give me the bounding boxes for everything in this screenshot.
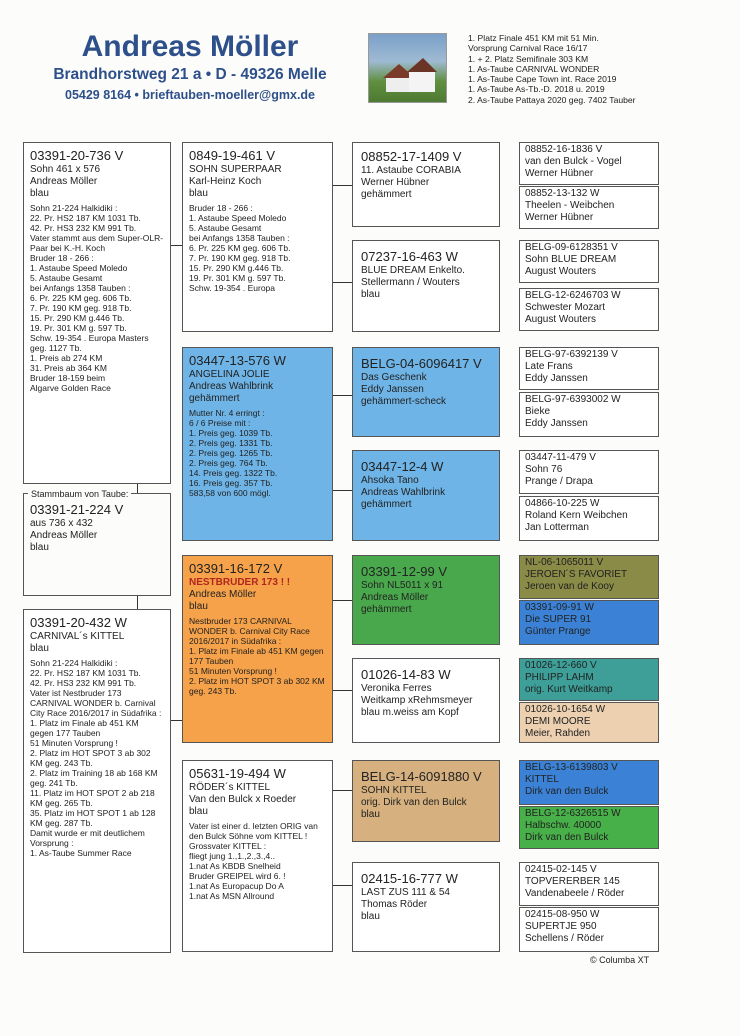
granddam-maternal — [182, 760, 333, 952]
gen4-card: NL-06-1065011 V JEROEN´S FAVORIET Jeroen van de Kooy — [519, 555, 659, 599]
gen2-ring: 0849-19-461 V — [189, 148, 276, 163]
dam-line: CARNIVAL´s KITTEL — [30, 631, 125, 642]
achievement-line: 1. As-Taube Cape Town int. Race 2019 — [468, 74, 617, 85]
gen4-card: BELG-12-6246703 W Schwester Mozart August Wouters — [519, 288, 659, 331]
gen2-line: NESTBRUDER 173 ! ! — [189, 577, 291, 588]
footer-credit: © Columba XT — [590, 955, 650, 965]
gen3-ring: 02415-16-777 W — [361, 871, 458, 886]
achievement-line: 1. Platz Finale 451 KM mit 51 Min. — [468, 33, 599, 43]
loft-photo — [368, 33, 447, 103]
gen3-line: Ahsoka Tano — [361, 475, 419, 486]
breeder-header — [20, 30, 360, 104]
gen2-line: SOHN SUPERPAAR — [189, 164, 282, 175]
gen3-line: Stellermann / Wouters — [361, 277, 460, 288]
gen4-card: BELG-12-6326515 W Halbschw. 40000 Dirk van den Bulck — [519, 806, 659, 849]
gen3-card — [352, 347, 500, 437]
gen3-line: BLUE DREAM Enkeltо. — [361, 265, 465, 276]
gen2-line: gehämmert — [189, 393, 240, 404]
gen3-ring: 03391-12-99 V — [361, 564, 448, 579]
gen3-line: blau m.weiss am Kopf — [361, 707, 459, 718]
gen3-line: Werner Hübner — [361, 177, 430, 188]
sire-line: blau — [30, 188, 49, 199]
gen3-line: Andreas Möller — [361, 592, 429, 603]
dam-notes: Sohn 21-224 Halkidiki : 22. Pr. HS2 187 KM 1031 Tb. 42. Pr. HS3 232 KM 991 Tb. Vater ist Nestbruder 173 CARNIVAL WONDER b. Carnival City Race 2016/2017 in Südafrika : 1. Platz im Finale ab 451 KM gegen 177 Tauben 51 Minuten Vorsprung ! 2. Platz im HOT SPOT 3 ab 302 KM geg. 243 Tb. 2. Platz im Training 18 ab 168 KM geg. 241 Tb. 11. Platz im HOT SPOT 2 ab 218 KM geg. 265 Tb. 35. Platz im HOT SPOT 1 ab 128 KM geg. 287 Tb. Damit wurde er mit deutlichem Vorsprung : 1. As-Taube Summer Race — [30, 658, 162, 858]
gen3-line: Weitkamp xRehmsmeyer — [361, 695, 473, 706]
breeder-address: Brandhorstweg 21 a • D - 49326 Melle — [53, 66, 327, 83]
gen3-line: Andreas Wahlbrink — [361, 487, 446, 498]
gen3-card — [352, 142, 500, 227]
sire-ring: 03391-20-736 V — [30, 148, 124, 163]
granddam-paternal — [182, 347, 333, 541]
gen3-line: 11. Astaube CORABIA — [361, 165, 461, 176]
breeder-name: Andreas Möller — [81, 30, 299, 63]
gen3-line: gehämmert — [361, 604, 412, 615]
gen2-line: RÖDER´s KITTEL — [189, 782, 271, 793]
gen3-ring: 07237-16-463 W — [361, 249, 458, 264]
gen3-card — [352, 862, 500, 952]
gen4-card: BELG-97-6393002 W Bieke Eddy Janssen — [519, 392, 659, 437]
main-bird-line: aus 736 x 432 — [30, 518, 93, 529]
sire-line: Andreas Möller — [30, 176, 98, 187]
gen4-card: 08852-13-132 W Theelen - Weibchen Werner Hübner — [519, 186, 659, 229]
gen4-card: BELG-09-6128351 V Sohn BLUE DREAM August Wouters — [519, 240, 659, 283]
gen4-card: 01026-12-660 V PHILIPP LAHM orig. Kurt Weitkamp — [519, 658, 659, 701]
gen2-line: ANGELINA JOLIE — [189, 369, 270, 380]
pedigree-title: Stammbaum von Taube: — [28, 489, 131, 499]
gen2-ring: 03391-16-172 V — [189, 561, 283, 576]
gen4-card: 08852-16-1836 V van den Bulck - Vogel Werner Hübner — [519, 142, 659, 185]
sire-notes: Sohn 21-224 Halkidiki : 22. Pr. HS2 187 KM 1031 Tb. 42. Pr. HS3 232 KM 991 Tb. Vater stammt aus dem Super-OLR-Paar bei K.-H. Koch Bruder 18 - 266 : 1. Astaube Speed Moledo 5. Astaube Gesamt bei Anfangs 1358 Tauben : 6. Pr. 225 KM geg. 606 Tb. 7. Pr. 190 KM geg. 918 Tb. 15. Pr. 290 KM g.446 Tb. 19. Pr. 301 KM g. 597 Tb. Schw. 19-354 . Europa Masters geg. 1127 Tb. 1. Preis ab 274 KM 31. Preis ab 364 KM Bruder 18-159 beim Algarve Golden Race — [30, 203, 164, 393]
gen4-card: 01026-10-1654 W DEMI MOORE Meier, Rahden — [519, 702, 659, 743]
gen4-card: 03391-09-91 W Die SUPER 91 Günter Prange — [519, 600, 659, 645]
gen3-card — [352, 240, 500, 332]
achievements-list — [468, 33, 728, 105]
gen3-ring: 08852-17-1409 V — [361, 149, 462, 164]
dam-line: blau — [30, 643, 49, 654]
gen3-line: Thomas Röder — [361, 899, 428, 910]
gen3-ring: BELG-04-6096417 V — [361, 356, 482, 371]
gen2-notes: Bruder 18 - 266 : 1. Astaube Speed Moledo 5. Astaube Gesamt bei Anfangs 1358 Tauben : 6. Pr. 225 KM geg. 606 Tb. 7. Pr. 190 KM geg. 918 Tb. 15. Pr. 290 KM g.446 Tb. 19. Pr. 301 KM g. 597 Tb. Schw. 19-354 . Europa — [189, 203, 291, 293]
gen2-line: Andreas Möller — [189, 589, 257, 600]
main-bird-line: Andreas Möller — [30, 530, 98, 541]
sire-line: Sohn 461 x 576 — [30, 164, 101, 175]
gen3-line: Sohn NL5011 x 91 — [361, 580, 444, 591]
gen3-ring: 03447-12-4 W — [361, 459, 444, 474]
gen3-line: gehämmert — [361, 499, 412, 510]
gen2-line: blau — [189, 601, 208, 612]
gen2-line: Van den Bulck x Roeder — [189, 794, 297, 805]
dam-ring: 03391-20-432 W — [30, 615, 127, 630]
gen3-line: gehämmert-scheck — [361, 396, 447, 407]
gen3-ring: BELG-14-6091880 V — [361, 769, 482, 784]
gen4-card: BELG-13-6139803 V KITTEL Dirk van den Bulck — [519, 760, 659, 805]
gen2-line: blau — [189, 806, 208, 817]
gen3-card — [352, 555, 500, 645]
achievement-line: 1. As-Taube As-Tb.-D. 2018 u. 2019 — [468, 84, 605, 95]
gen3-line: LAST ZUS 111 & 54 — [361, 887, 450, 898]
gen3-card — [352, 450, 500, 541]
gen3-line: blau — [361, 911, 380, 922]
main-bird-card — [23, 493, 171, 596]
main-bird-line: blau — [30, 542, 49, 553]
gen3-line: blau — [361, 809, 380, 820]
gen3-ring: 01026-14-83 W — [361, 667, 451, 682]
grandsire-paternal — [182, 142, 333, 332]
gen3-line: Eddy Janssen — [361, 384, 424, 395]
gen2-ring: 05631-19-494 W — [189, 766, 286, 781]
gen2-notes: Nestbruder 173 CARNIVAL WONDER b. Carnival City Race 2016/2017 in Südafrika : 1. Platz im Finale ab 451 KM gegen 177 Tauben 51 Minuten Vorsprung ! 2. Platz im HOT SPOT 3 ab 302 KM geg. 243 Tb. — [189, 616, 325, 696]
gen2-notes: Vater ist einer d. letzten ORIG van den Bulck Söhne vom KITTEL ! Grossvater KITTEL : fliegt jung 1.,1.,2.,3.,4.. 1.nat As KBDB Snelheid Bruder GREIPEL wird 6. ! 1.nat As Europacup Do A 1.nat As MSN Allround — [189, 821, 318, 901]
breeder-contact: 05429 8164 • brieftauben-moeller@gmx.de — [65, 88, 315, 102]
gen3-line: Das Geschenk — [361, 372, 427, 383]
gen2-notes: Mutter Nr. 4 erringt : 6 / 6 Preise mit : 1. Preis geg. 1039 Tb. 2. Preis geg. 1331 Tb. 2. Preis geg. 1265 Tb. 2. Preis geg. 764 Tb. 14. Preis geg. 1322 Tb. 16. Preis geg. 357 Tb. 583,58 von 600 mögl. — [189, 408, 278, 498]
gen2-line: Andreas Wahlbrink — [189, 381, 274, 392]
gen3-line: orig. Dirk van den Bulck — [361, 797, 467, 808]
main-bird-ring: 03391-21-224 V — [30, 502, 124, 517]
gen3-line: gehämmert — [361, 189, 412, 200]
dam-card — [23, 609, 171, 953]
gen4-card: 02415-08-950 W SUPERTJE 950 Schellens / Röder — [519, 907, 659, 952]
gen3-line: blau — [361, 289, 380, 300]
gen4-card: 04866-10-225 W Roland Kern Weibchen Jan Lotterman — [519, 496, 659, 541]
achievement-line: 1. + 2. Platz Semifinale 303 KM — [468, 53, 589, 64]
gen3-card — [352, 760, 500, 842]
gen3-line: Veronika Ferres — [361, 683, 432, 694]
gen2-ring: 03447-13-576 W — [189, 353, 286, 368]
gen3-line: SOHN KITTEL — [361, 785, 427, 796]
grandsire-maternal — [182, 555, 333, 743]
gen3-card — [352, 658, 500, 743]
achievement-line: Vorsprung Carnival Race 16/17 — [468, 43, 588, 54]
sire-card — [23, 142, 171, 484]
achievement-line: 1. As-Taube CARNIVAL WONDER — [468, 63, 600, 74]
gen2-line: blau — [189, 188, 208, 199]
achievement-line: 2. As-Taube Pattaya 2020 geg. 7402 Tauber — [468, 94, 636, 105]
gen4-card: 02415-02-145 V TOPVERERBER 145 Vandenabeele / Röder — [519, 862, 659, 906]
gen2-line: Karl-Heinz Koch — [189, 176, 262, 187]
gen4-card: BELG-97-6392139 V Late Frans Eddy Janssen — [519, 347, 659, 390]
house-icon — [369, 34, 446, 102]
gen4-card: 03447-11-479 V Sohn 76 Prange / Drapa — [519, 450, 659, 494]
